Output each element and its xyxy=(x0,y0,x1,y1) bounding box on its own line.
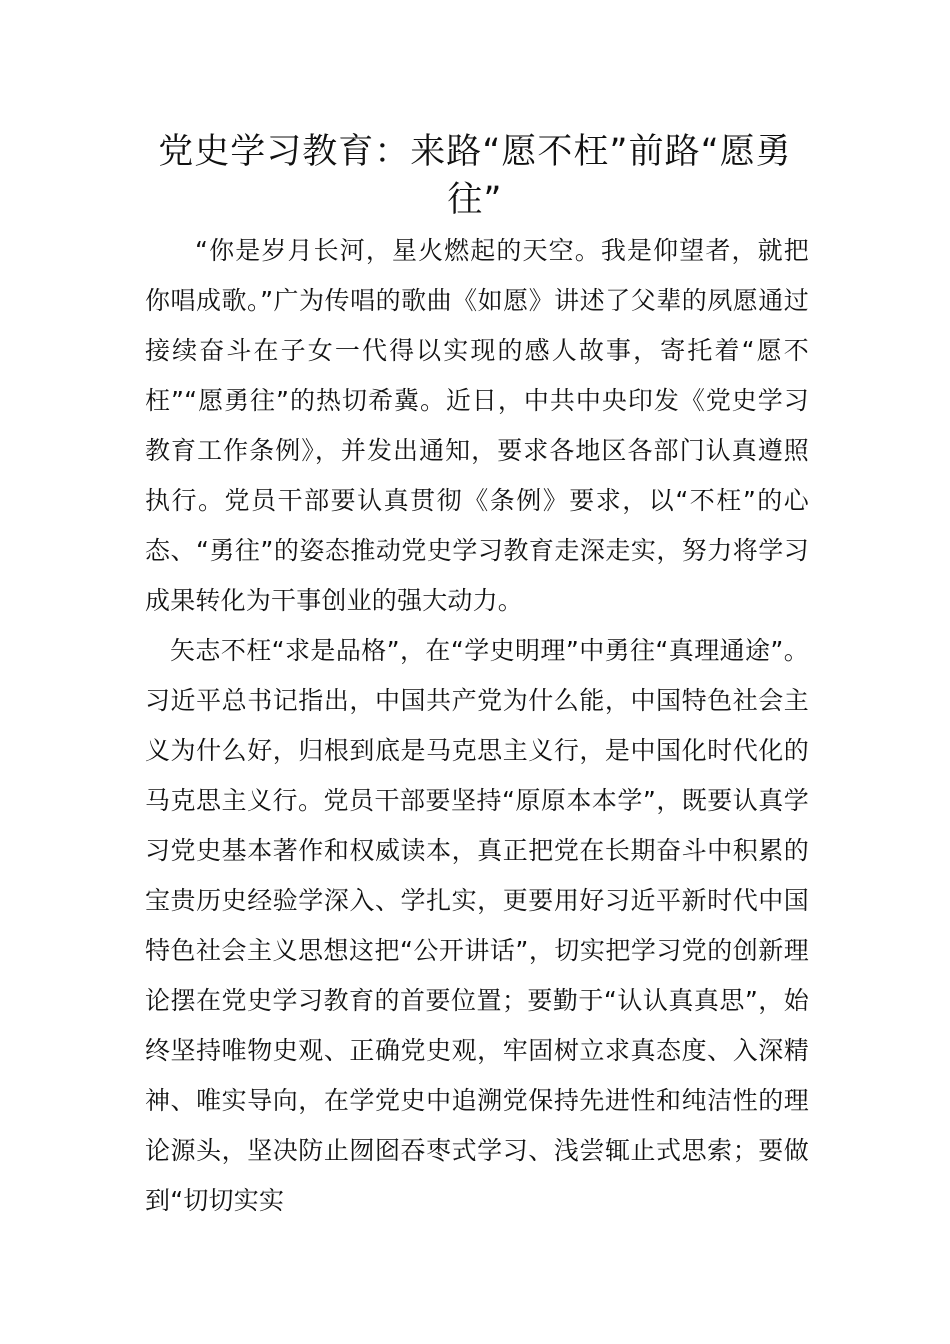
paragraph-1: “你是岁月长河，星火燃起的天空。我是仰望者，就把你唱成歌。”广为传唱的歌曲《如愿》讲述了父辈的夙愿通过接续奋斗在子女一代得以实现的感人故事，寄托着“愿不枉”“愿勇往”的热切希冀。近日，中共中央印发《党史学习教育工作条例》，并发出通知，要求各地区各部门认真遵照执行。党员干部要认真贯彻《条例》要求，以“不枉”的心态、“勇往”的姿态推动党史学习教育走深走实，努力将学习成果转化为干事创业的强大动力。 xyxy=(145,236,809,615)
document-body xyxy=(145,226,809,1226)
paragraph-2: 矢志不枉“求是品格”，在“学史明理”中勇往“真理通途”。习近平总书记指出，中国共产党为什么能，中国特色社会主义为什么好，归根到底是马克思主义行，是中国化时代化的马克思主义行。党员干部要坚持“原原本本学”，既要认真学习党史基本著作和权威读本，真正把党在长期奋斗中积累的宝贵历史经验学深入、学扎实，更要用好习近平新时代中国特色社会主义思想这把“公开讲话”，切实把学习党的创新理论摆在党史学习教育的首要位置；要勤于“认认真真思”，始终坚持唯物史观、正确党史观，牢固树立求真态度、入深精神、唯实导向，在学党史中追溯党保持先进性和纯洁性的理论源头，坚决防止囫囵吞枣式学习、浅尝辄止式思索；要做到“切切实实 xyxy=(145,636,809,1215)
document-title: 党史学习教育：来路“愿不枉”前路“愿勇往” xyxy=(158,132,792,220)
